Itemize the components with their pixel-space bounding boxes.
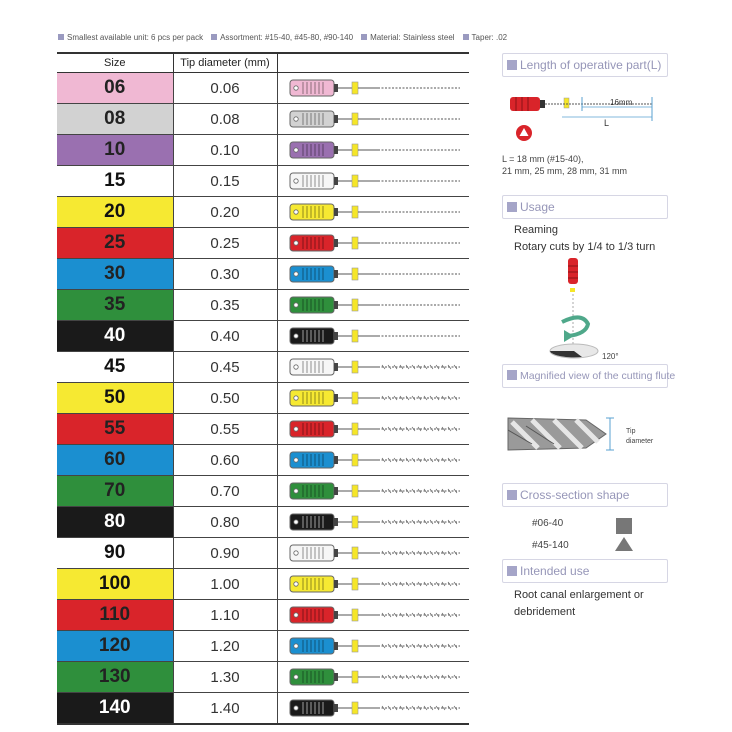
square-bullet-icon bbox=[507, 370, 517, 380]
tip-diameter-cell: 0.80 bbox=[173, 507, 277, 538]
file-image-cell bbox=[277, 166, 469, 197]
tip-diameter-cell: 0.20 bbox=[173, 197, 277, 228]
file-icon bbox=[278, 507, 468, 537]
dimension-l-label: L bbox=[604, 118, 610, 128]
size-cell: 15 bbox=[57, 166, 173, 197]
usage-heading bbox=[502, 195, 668, 219]
file-icon bbox=[278, 104, 468, 134]
tip-diameter-cell: 0.55 bbox=[173, 414, 277, 445]
file-icon bbox=[278, 73, 468, 103]
size-table bbox=[57, 52, 469, 725]
tip-diameter-cell: 0.45 bbox=[173, 352, 277, 383]
file-image-cell bbox=[277, 259, 469, 290]
size-cell: 70 bbox=[57, 476, 173, 507]
rotation-diagram bbox=[502, 256, 668, 364]
file-stopper bbox=[352, 423, 358, 435]
file-image-cell bbox=[277, 600, 469, 631]
flute-heading bbox=[502, 364, 676, 388]
length-section bbox=[502, 53, 668, 177]
file-icon bbox=[278, 352, 468, 382]
intended-note-2: debridement bbox=[514, 606, 576, 618]
table-row bbox=[57, 321, 469, 352]
cross-heading bbox=[502, 483, 668, 507]
file-image-cell bbox=[277, 414, 469, 445]
length-note-2: 21 mm, 25 mm, 28 mm, 31 mm bbox=[502, 166, 628, 176]
table-row bbox=[57, 538, 469, 569]
tip-diameter-cell: 0.50 bbox=[173, 383, 277, 414]
file-image-cell bbox=[277, 197, 469, 228]
table-row bbox=[57, 352, 469, 383]
file-stopper bbox=[352, 485, 358, 497]
dimension-16mm-label: 16mm bbox=[610, 98, 633, 107]
cross-heading-text: Cross-section shape bbox=[520, 488, 630, 502]
file-stopper bbox=[352, 82, 358, 94]
size-cell: 35 bbox=[57, 290, 173, 321]
tip-label: Tip bbox=[626, 428, 636, 435]
file-stopper bbox=[352, 578, 358, 590]
table-row bbox=[57, 600, 469, 631]
file-icon bbox=[278, 228, 468, 258]
size-cell: 55 bbox=[57, 414, 173, 445]
file-image-cell bbox=[277, 538, 469, 569]
table-row bbox=[57, 104, 469, 135]
file-icon bbox=[278, 538, 468, 568]
handle-icon bbox=[510, 97, 540, 111]
file-image-cell bbox=[277, 662, 469, 693]
file-image-cell bbox=[277, 228, 469, 259]
tip-diameter-cell: 1.10 bbox=[173, 600, 277, 631]
tip-diameter-cell: 0.60 bbox=[173, 445, 277, 476]
file-image-column-header bbox=[277, 53, 469, 73]
spec-text: Taper: .02 bbox=[471, 33, 508, 42]
flute-heading-text: Magnified view of the cutting flute bbox=[520, 370, 676, 382]
file-stopper bbox=[352, 299, 358, 311]
table-row bbox=[57, 383, 469, 414]
file-image-cell bbox=[277, 445, 469, 476]
file-stopper bbox=[352, 392, 358, 404]
square-bullet-icon bbox=[463, 34, 469, 40]
table-row bbox=[57, 631, 469, 662]
spec-text: Assortment: #15-40, #45-80, #90-140 bbox=[220, 33, 354, 42]
usage-note-2: Rotary cuts by 1/4 to 1/3 turn bbox=[514, 241, 656, 253]
file-icon bbox=[278, 476, 468, 506]
file-stopper bbox=[352, 547, 358, 559]
file-stopper bbox=[352, 671, 358, 683]
tip-diameter-cell: 0.15 bbox=[173, 166, 277, 197]
file-image-cell bbox=[277, 631, 469, 662]
intended-note-1: Root canal enlargement or bbox=[514, 589, 644, 601]
size-cell: 120 bbox=[57, 631, 173, 662]
file-icon bbox=[278, 135, 468, 165]
square-bullet-icon bbox=[507, 202, 517, 212]
cross-section-section bbox=[502, 483, 668, 558]
intended-heading bbox=[502, 559, 668, 583]
table-row bbox=[57, 445, 469, 476]
file-icon bbox=[278, 259, 468, 289]
file-stopper bbox=[352, 454, 358, 466]
handle-icon bbox=[568, 258, 578, 284]
usage-section bbox=[502, 195, 668, 364]
tip-diameter-cell: 0.06 bbox=[173, 73, 277, 104]
tip-diameter-cell: 0.70 bbox=[173, 476, 277, 507]
table-row bbox=[57, 135, 469, 166]
file-image-cell bbox=[277, 476, 469, 507]
length-heading-text: Length of operative part(L) bbox=[520, 58, 662, 72]
file-stopper bbox=[352, 361, 358, 373]
table-row bbox=[57, 259, 469, 290]
file-stopper bbox=[352, 640, 358, 652]
table-row bbox=[57, 197, 469, 228]
file-image-cell bbox=[277, 507, 469, 538]
table-header-row bbox=[57, 53, 469, 73]
file-image-cell bbox=[277, 135, 469, 166]
file-icon bbox=[278, 166, 468, 196]
tip-diameter-cell: 0.30 bbox=[173, 259, 277, 290]
square-bullet-icon bbox=[58, 34, 64, 40]
table-row bbox=[57, 476, 469, 507]
size-column-header: Size bbox=[57, 53, 173, 73]
square-bullet-icon bbox=[507, 60, 517, 70]
file-image-cell bbox=[277, 569, 469, 600]
length-note-1: L = 18 mm (#15-40), bbox=[502, 154, 584, 164]
file-stopper bbox=[352, 175, 358, 187]
tip-diameter-column-header: Tip diameter (mm) bbox=[173, 53, 277, 73]
size-cell: 06 bbox=[57, 73, 173, 104]
file-icon bbox=[278, 414, 468, 444]
tip-diameter-cell: 1.00 bbox=[173, 569, 277, 600]
usage-heading-text: Usage bbox=[520, 200, 555, 214]
tip-diameter-cell: 0.40 bbox=[173, 321, 277, 352]
tip-diameter-cell: 0.10 bbox=[173, 135, 277, 166]
file-image-cell bbox=[277, 383, 469, 414]
file-stopper bbox=[352, 113, 358, 125]
file-image-cell bbox=[277, 321, 469, 352]
file-stopper bbox=[352, 702, 358, 714]
stopper-icon bbox=[570, 288, 575, 292]
table-row bbox=[57, 507, 469, 538]
file-stopper bbox=[352, 609, 358, 621]
file-image-cell bbox=[277, 290, 469, 321]
file-icon bbox=[278, 693, 468, 723]
usage-note-1: Reaming bbox=[514, 224, 559, 236]
file-stopper bbox=[352, 237, 358, 249]
file-stopper bbox=[352, 516, 358, 528]
file-icon bbox=[278, 290, 468, 320]
square-bullet-icon bbox=[211, 34, 217, 40]
size-cell: 60 bbox=[57, 445, 173, 476]
triangle-cross-icon bbox=[614, 536, 634, 552]
size-cell: 08 bbox=[57, 104, 173, 135]
tip-diameter-cell: 1.30 bbox=[173, 662, 277, 693]
tip-diameter-cell: 1.40 bbox=[173, 693, 277, 725]
spec-item bbox=[58, 33, 203, 42]
size-cell: 50 bbox=[57, 383, 173, 414]
table-row bbox=[57, 693, 469, 725]
file-icon bbox=[278, 321, 468, 351]
square-bullet-icon bbox=[507, 490, 517, 500]
file-icon bbox=[278, 197, 468, 227]
table-row bbox=[57, 166, 469, 197]
file-icon bbox=[278, 662, 468, 692]
size-cell: 45 bbox=[57, 352, 173, 383]
square-cross-icon bbox=[616, 518, 632, 534]
table-row bbox=[57, 414, 469, 445]
diameter-label: diameter bbox=[626, 438, 654, 445]
file-image-cell bbox=[277, 693, 469, 725]
size-cell: 100 bbox=[57, 569, 173, 600]
table-row bbox=[57, 290, 469, 321]
size-cell: 90 bbox=[57, 538, 173, 569]
triangle-cross-label: #45-140 bbox=[532, 540, 569, 551]
file-image-cell bbox=[277, 73, 469, 104]
table-row bbox=[57, 228, 469, 259]
size-cell: 25 bbox=[57, 228, 173, 259]
file-stopper bbox=[352, 144, 358, 156]
spec-item bbox=[211, 33, 353, 42]
table-row bbox=[57, 662, 469, 693]
size-cell: 140 bbox=[57, 693, 173, 725]
tip-diameter-cell: 0.35 bbox=[173, 290, 277, 321]
tip-diameter-cell: 0.08 bbox=[173, 104, 277, 135]
size-cell: 130 bbox=[57, 662, 173, 693]
size-cell: 30 bbox=[57, 259, 173, 290]
file-stopper bbox=[352, 330, 358, 342]
table-row bbox=[57, 569, 469, 600]
angle-label: 120° bbox=[602, 352, 619, 361]
table-row bbox=[57, 73, 469, 104]
file-icon bbox=[278, 383, 468, 413]
spec-item bbox=[361, 33, 454, 42]
spec-bar bbox=[58, 33, 578, 45]
size-cell: 80 bbox=[57, 507, 173, 538]
tip-diameter-cell: 0.25 bbox=[173, 228, 277, 259]
file-image-cell bbox=[277, 104, 469, 135]
file-icon bbox=[278, 600, 468, 630]
tip-diameter-cell: 0.90 bbox=[173, 538, 277, 569]
intended-section bbox=[502, 559, 668, 621]
length-heading bbox=[502, 53, 668, 77]
square-cross-label: #06-40 bbox=[532, 518, 564, 529]
square-bullet-icon bbox=[361, 34, 367, 40]
spec-item bbox=[463, 33, 508, 42]
square-bullet-icon bbox=[507, 566, 517, 576]
file-stopper bbox=[352, 206, 358, 218]
spec-text: Material: Stainless steel bbox=[370, 33, 455, 42]
file-icon bbox=[278, 445, 468, 475]
file-icon bbox=[278, 631, 468, 661]
spec-text: Smallest available unit: 6 pcs per pack bbox=[67, 33, 204, 42]
flute-diagram bbox=[502, 404, 668, 464]
file-icon bbox=[278, 569, 468, 599]
size-cell: 40 bbox=[57, 321, 173, 352]
length-diagram bbox=[502, 85, 668, 149]
flute-section bbox=[502, 364, 676, 464]
size-cell: 110 bbox=[57, 600, 173, 631]
size-cell: 20 bbox=[57, 197, 173, 228]
intended-heading-text: Intended use bbox=[520, 564, 590, 578]
tip-diameter-cell: 1.20 bbox=[173, 631, 277, 662]
file-stopper bbox=[352, 268, 358, 280]
size-cell: 10 bbox=[57, 135, 173, 166]
file-image-cell bbox=[277, 352, 469, 383]
